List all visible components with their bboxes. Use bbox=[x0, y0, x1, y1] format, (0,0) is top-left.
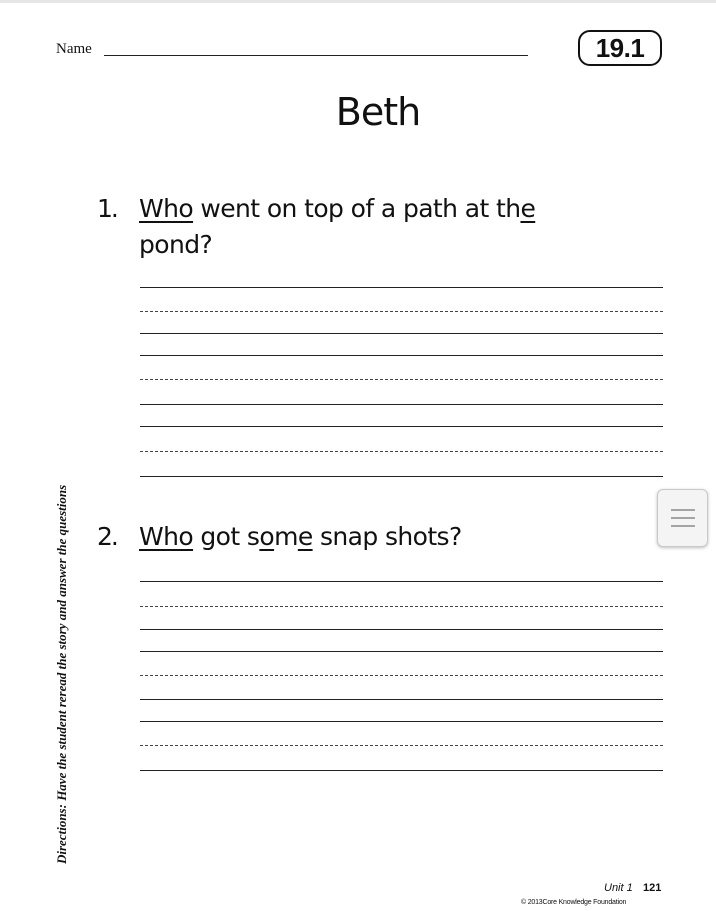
question-2-seg: snap shots? bbox=[312, 522, 462, 551]
copyright-notice: © 2013Core Knowledge Foundation bbox=[521, 899, 627, 906]
worksheet-number-badge: 19.1 bbox=[578, 30, 662, 66]
writing-midline bbox=[140, 311, 663, 312]
question-1-number: 1. bbox=[97, 194, 117, 223]
writing-line bbox=[140, 699, 663, 700]
writing-line bbox=[140, 629, 663, 630]
question-1-seg: went on top of a path at th bbox=[193, 194, 521, 223]
writing-line bbox=[140, 287, 663, 288]
question-1-text bbox=[139, 194, 535, 223]
top-edge bbox=[0, 0, 716, 3]
directions-text: Directions: Have the student reread the story and answer the questions bbox=[54, 484, 69, 864]
page-number: 121 bbox=[643, 882, 662, 894]
page-title: Beth bbox=[335, 90, 421, 134]
writing-midline bbox=[140, 379, 663, 380]
writing-line bbox=[140, 476, 663, 477]
writing-midline bbox=[140, 451, 663, 452]
question-2-seg: Who bbox=[139, 522, 194, 551]
writing-line bbox=[140, 355, 663, 356]
question-2-number: 2. bbox=[97, 522, 117, 551]
question-1-seg: Who bbox=[139, 194, 194, 223]
question-1-seg: e bbox=[520, 194, 536, 223]
writing-line bbox=[140, 581, 663, 582]
writing-line bbox=[140, 426, 663, 427]
question-1-text-line-2: pond? bbox=[139, 230, 213, 259]
writing-line bbox=[140, 404, 663, 405]
name-line[interactable] bbox=[104, 55, 528, 56]
writing-line bbox=[140, 333, 663, 334]
name-label: Name bbox=[56, 41, 92, 57]
question-2-seg: m bbox=[274, 522, 298, 551]
writing-line bbox=[140, 651, 663, 652]
menu-button[interactable] bbox=[657, 489, 708, 547]
writing-midline bbox=[140, 675, 663, 676]
hamburger-menu-icon bbox=[669, 506, 697, 530]
question-2-seg: o bbox=[259, 522, 275, 551]
question-2-seg: got s bbox=[193, 522, 260, 551]
unit-label: Unit 1 bbox=[604, 882, 633, 894]
writing-line bbox=[140, 770, 663, 771]
question-2-text bbox=[139, 522, 462, 551]
writing-midline bbox=[140, 606, 663, 607]
writing-line bbox=[140, 721, 663, 722]
writing-midline bbox=[140, 745, 663, 746]
question-2-seg: e bbox=[297, 522, 313, 551]
